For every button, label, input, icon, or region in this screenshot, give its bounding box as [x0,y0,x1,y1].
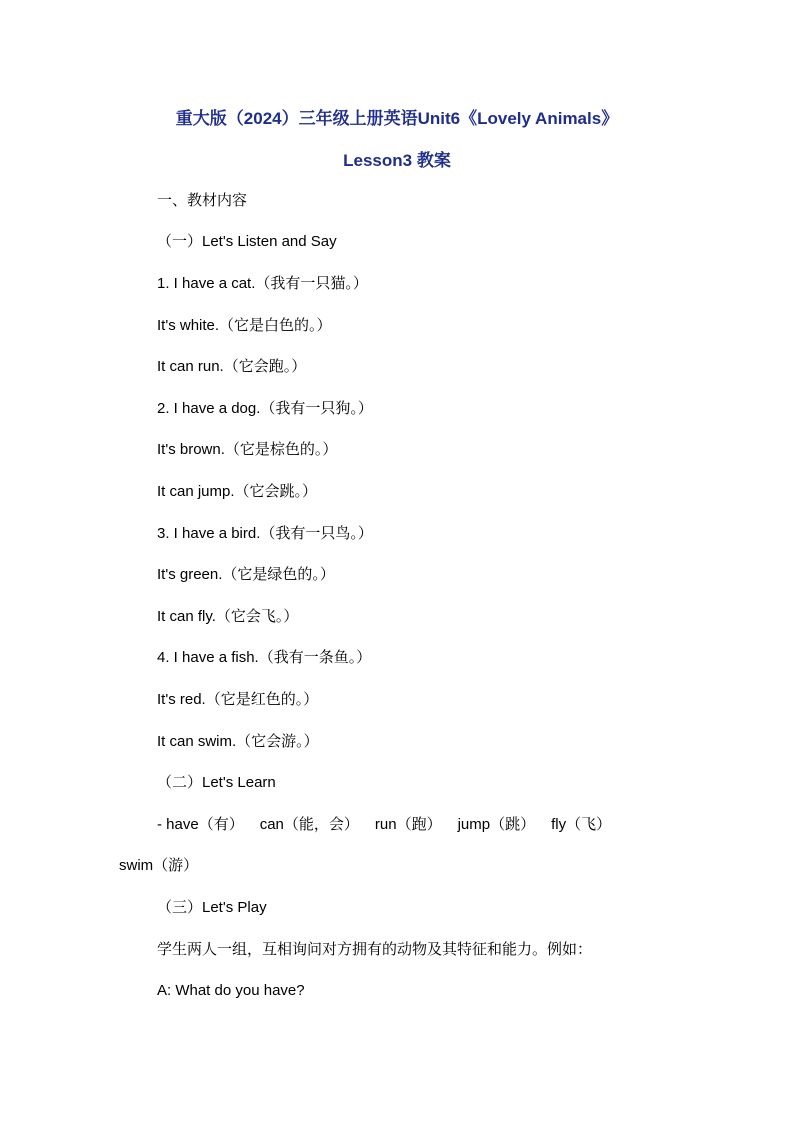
part-heading-learn: （二）Let's Learn [157,774,276,791]
dialogue-line: It can swim.（它会游。） [157,733,319,750]
dialogue-line: It's brown.（它是棕色的。） [157,441,338,458]
play-instruction: 学生两人一组，互相询问对方拥有的动物及其特征和能力。例如： [157,941,593,958]
dialogue-line: 3. I have a bird.（我有一只鸟。） [157,525,373,542]
part-heading-play: （三）Let's Play [157,899,267,916]
dialogue-line: It's red.（它是红色的。） [157,691,319,708]
vocab-item: fly（飞） [551,816,612,833]
dialogue-line: It can fly.（它会飞。） [157,608,299,625]
vocab-item: - have（有） [157,816,244,833]
vocab-item: swim（游） [119,857,199,874]
vocab-item: jump（跳） [457,816,536,833]
dialogue-line: 4. I have a fish.（我有一条鱼。） [157,649,372,666]
dialogue-line: It can run.（它会跑。） [157,358,307,375]
part-heading-listen-say: （一）Let's Listen and Say [157,233,337,250]
vocab-item: run（跑） [374,816,442,833]
dialogue-line: 2. I have a dog.（我有一只狗。） [157,400,373,417]
section-heading: 一、教材内容 [157,192,248,209]
dialogue-line: It's green.（它是绿色的。） [157,566,335,583]
dialogue-line: 1. I have a cat.（我有一只猫。） [157,275,368,292]
dialogue-line: It's white.（它是白色的。） [157,317,332,334]
example-line: A: What do you have? [157,982,305,999]
dialogue-line: It can jump.（它会跳。） [157,483,318,500]
document-subtitle: Lesson3 教案 [343,151,451,170]
document-title: 重大版（2024）三年级上册英语Unit6《Lovely Animals》 [175,109,619,128]
vocab-list [157,814,611,836]
vocab-item: can（能，会） [259,816,359,833]
